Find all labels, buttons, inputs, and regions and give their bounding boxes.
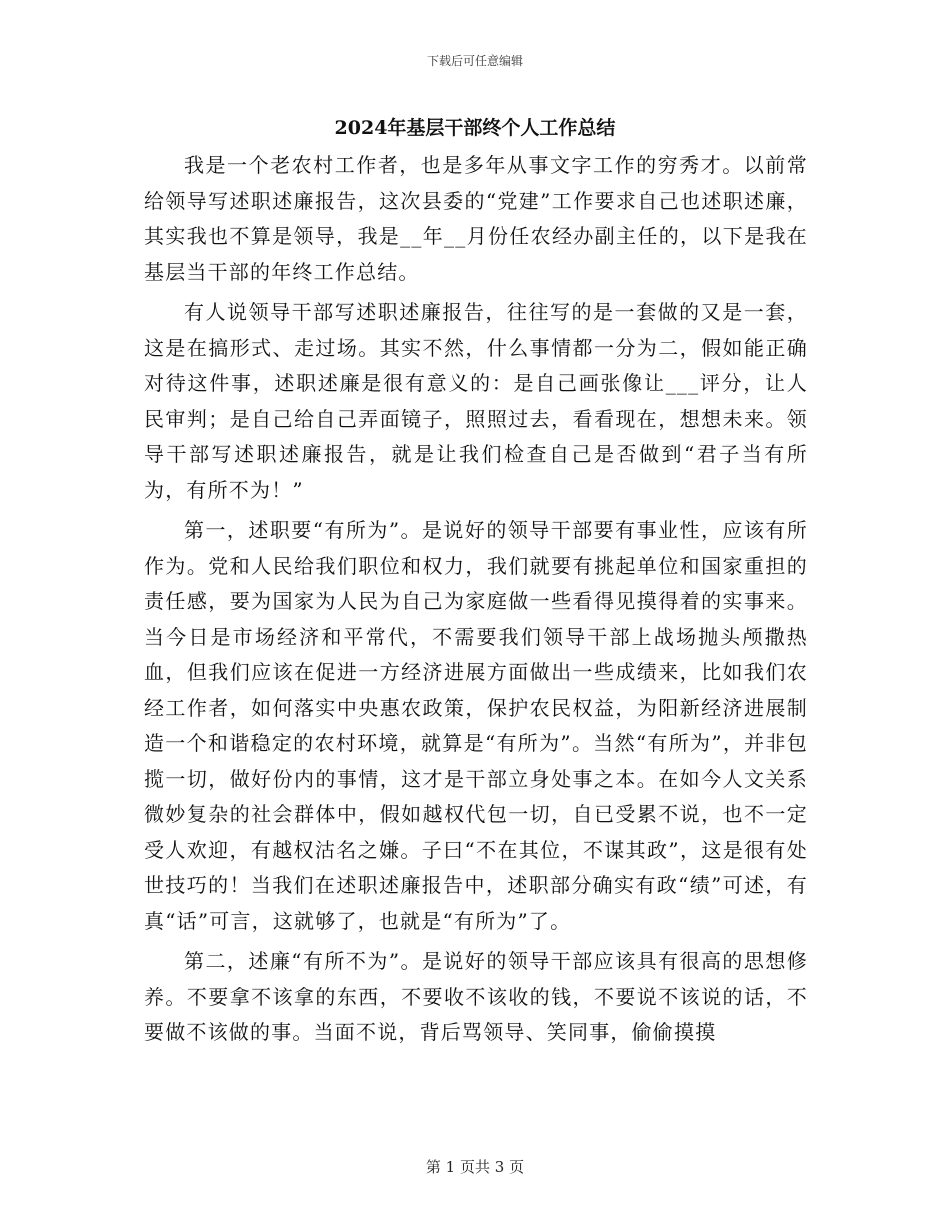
document-body [144,148,808,1051]
paragraph: 第一，述职要“有所为”。是说好的领导干部要有事业性，应该有所作为。党和人民给我们职位和权力，我们就要有挑起单位和国家重担的责任感，要为国家为人民为自己为家庭做一些看得见摸得着的实事来。当今日是市场经济和平常代，不需要我们领导干部上战场抛头颅撒热血，但我们应该在促进一方经济进展方面做出一些成绩来，比如我们农经工作者，如何落实中央惠农政策，保护农民权益，为阳新经济进展制造一个和谐稳定的农村环境，就算是“有所为”。当然“有所为”，并非包揽一切，做好份内的事情，这才是干部立身处事之本。在如今人文关系微妙复杂的社会群体中，假如越权代包一切，自已受累不说，也不一定受人欢迎，有越权沽名之嫌。子曰“不在其位，不谋其政”，这是很有处世技巧的！当我们在述职述廉报告中，述职部分确实有政“绩”可述，有真“话”可言，这就够了，也就是“有所为”了。 [144,518,808,933]
paragraph: 有人说领导干部写述职述廉报告，往往写的是一套做的又是一套，这是在搞形式、走过场。其实不然，什么事情都一分为二，假如能正确对待这件事，述职述廉是很有意义的：是自己画张像让___评分，让人民审判；是自己给自己弄面镜子，照照过去，看看现在，想想未来。领导干部写述职述廉报告，就是让我们检查自己是否做到“君子当有所为，有所不为！” [144,300,808,502]
paragraph: 我是一个老农村工作者，也是多年从事文字工作的穷秀才。以前常给领导写述职述廉报告，这次县委的“党建”工作要求自己也述职述廉，其实我也不算是领导，我是__年__月份任农经办副主任的，以下是我在基层当干部的年终工作总结。 [144,153,808,284]
document-title: 2024年基层干部终个人工作总结 [334,117,616,139]
paragraph: 第二，述廉“有所不为”。是说好的领导干部应该具有很高的思想修养。不要拿不该拿的东西，不要收不该收的钱，不要说不该说的话，不要做不该做的事。当面不说，背后骂领导、笑同事，偷偷摸摸 [144,949,808,1044]
page-number: 第 1 页共 3 页 [425,1158,525,1176]
page-header-note: 下载后可任意编辑 [426,54,523,68]
